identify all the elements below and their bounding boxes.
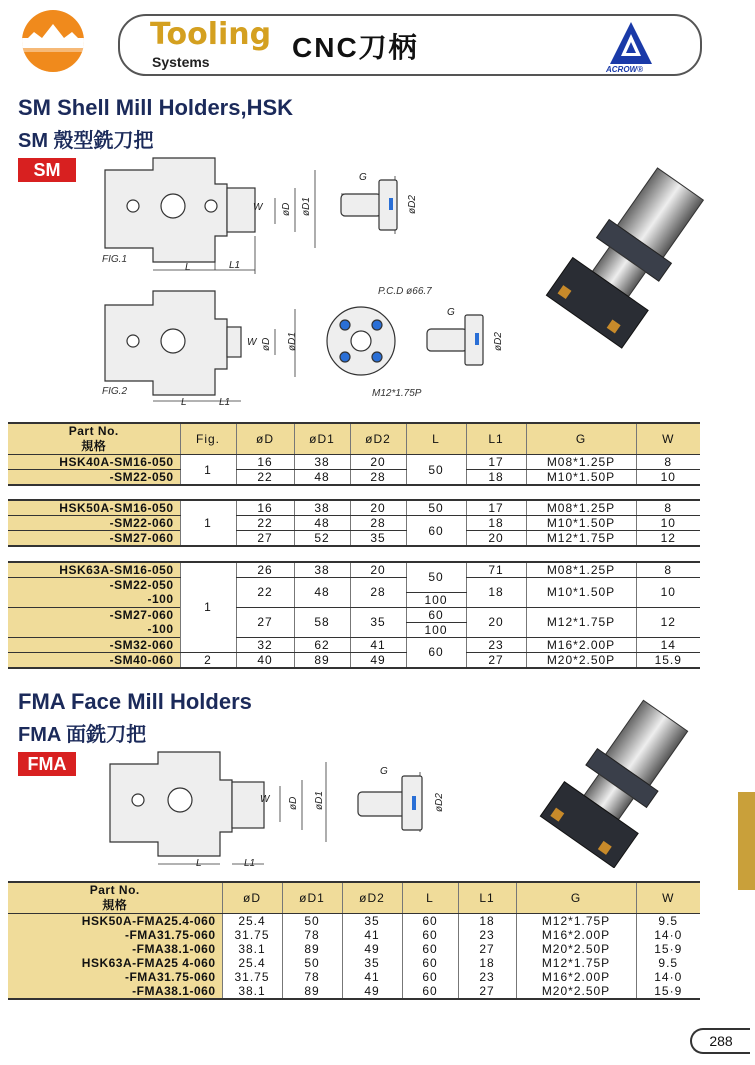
- cell: M12*1.75P: [516, 956, 636, 970]
- cell: 41: [342, 928, 402, 942]
- cell: 31.75: [222, 928, 282, 942]
- cell: 60: [402, 970, 458, 984]
- part-cell: -SM27-060: [8, 531, 180, 547]
- fig-cell: 1: [180, 500, 236, 546]
- cell: 22: [236, 578, 294, 608]
- cell: 31.75: [222, 970, 282, 984]
- dim-d-fma: øD: [288, 796, 299, 810]
- fig-cell: 1: [180, 562, 236, 652]
- cell: 18: [458, 914, 516, 929]
- cell: 38.1: [222, 942, 282, 956]
- cell: 18: [466, 470, 526, 486]
- sm-table-group3: [8, 561, 700, 669]
- cell: 50: [282, 914, 342, 929]
- table-row: [8, 578, 700, 593]
- table-row: [8, 562, 700, 578]
- fma-title-cn: FMA 面銑刀把: [18, 724, 147, 746]
- table-row: [8, 652, 700, 668]
- cell: 49: [350, 652, 406, 668]
- cell: 18: [466, 578, 526, 608]
- fma-holder-photo: [508, 698, 708, 868]
- table-row: [8, 984, 700, 999]
- cell: 16: [236, 455, 294, 470]
- cell: 20: [466, 607, 526, 637]
- th-l: L: [406, 423, 466, 455]
- cell: 27: [466, 652, 526, 668]
- acrow-logo-icon: [608, 20, 654, 70]
- part-cell: -SM22-050: [8, 470, 180, 486]
- cell: 23: [458, 928, 516, 942]
- dim-g-fig2: G: [447, 307, 455, 318]
- cell: 71: [466, 562, 526, 578]
- fma-th-w: W: [636, 882, 700, 914]
- cell: 12: [636, 607, 700, 637]
- th-l1: L1: [466, 423, 526, 455]
- cell: M10*1.50P: [526, 516, 636, 531]
- l-cell: 60: [406, 637, 466, 668]
- cell: M16*2.00P: [526, 637, 636, 652]
- cell: 52: [294, 531, 350, 547]
- cell: 14·0: [636, 970, 700, 984]
- m12-label: M12*1.75P: [372, 388, 422, 399]
- cell: 35: [342, 914, 402, 929]
- table-row: [8, 956, 700, 970]
- fma-th-l: L: [402, 882, 458, 914]
- dim-l1-fig1: L1: [229, 260, 241, 271]
- cell: 27: [458, 984, 516, 999]
- cell: 60: [402, 956, 458, 970]
- dim-l-fma: L: [196, 858, 202, 869]
- cell: 38: [294, 500, 350, 516]
- brand-subtitle: Systems: [152, 54, 210, 70]
- cell: 14: [636, 637, 700, 652]
- fma-th-d: øD: [222, 882, 282, 914]
- cell: 89: [294, 652, 350, 668]
- page-number: 288: [690, 1028, 750, 1054]
- part-cell: -SM40-060: [8, 652, 180, 668]
- cell: 22: [236, 516, 294, 531]
- cell: 27: [236, 607, 294, 637]
- sm-fig1-drawing: [95, 150, 445, 280]
- brand-logo-icon: [22, 10, 84, 72]
- cell: 23: [458, 970, 516, 984]
- table-row: [8, 516, 700, 531]
- part-cell: HSK50A-SM16-050: [8, 500, 180, 516]
- cell: 10: [636, 578, 700, 608]
- cell: 28: [350, 470, 406, 486]
- dim-d1-fig2: øD1: [287, 332, 298, 351]
- cell: 78: [282, 928, 342, 942]
- cell: 78: [282, 970, 342, 984]
- cell: 17: [466, 455, 526, 470]
- sm-title-en: SM Shell Mill Holders,HSK: [18, 95, 294, 120]
- cell: 20: [350, 562, 406, 578]
- cell: 40: [236, 652, 294, 668]
- cell: 17: [466, 500, 526, 516]
- cell: M08*1.25P: [526, 562, 636, 578]
- fma-th-part: [8, 882, 222, 914]
- cell: M10*1.50P: [526, 578, 636, 608]
- cell: 16: [236, 500, 294, 516]
- part-cell: -SM22-050: [8, 578, 180, 593]
- cell: 15·9: [636, 984, 700, 999]
- sm-title-cn: SM 殼型銑刀把: [18, 130, 154, 152]
- part-cell: -FMA31.75-060: [8, 928, 222, 942]
- dim-w-fig1: W: [253, 202, 263, 213]
- cell: M10*1.50P: [526, 470, 636, 486]
- cell: M16*2.00P: [516, 928, 636, 942]
- brand-title: Tooling: [150, 17, 272, 52]
- cell: 38: [294, 455, 350, 470]
- cell: 35: [350, 607, 406, 637]
- part-cell: -FMA38.1-060: [8, 942, 222, 956]
- acrow-logo-text: ACROW®: [606, 65, 643, 74]
- fma-th-part-en: Part No.: [89, 883, 140, 897]
- dim-d2-fig1: øD2: [407, 195, 418, 214]
- cell: M12*1.75P: [526, 607, 636, 637]
- l-cell: 100: [406, 592, 466, 607]
- cell: 12: [636, 531, 700, 547]
- table-row: [8, 607, 700, 622]
- cell: 35: [342, 956, 402, 970]
- cell: 60: [402, 928, 458, 942]
- th-g: G: [526, 423, 636, 455]
- cell: M12*1.75P: [516, 914, 636, 929]
- cell: 38: [294, 562, 350, 578]
- cell: 48: [294, 578, 350, 608]
- cell: 60: [402, 984, 458, 999]
- th-d1: øD1: [294, 423, 350, 455]
- dim-d-fig2: øD: [261, 337, 272, 351]
- l-cell: 50: [406, 562, 466, 592]
- l-cell: 60: [406, 607, 466, 622]
- side-tab: [738, 792, 755, 890]
- cell: 9.5: [636, 914, 700, 929]
- fma-th-g: G: [516, 882, 636, 914]
- cell: 26: [236, 562, 294, 578]
- sm-table: [8, 422, 700, 486]
- part-cell: -FMA31.75-060: [8, 970, 222, 984]
- table-row: [8, 455, 700, 470]
- dim-d1-fig1: øD1: [301, 197, 312, 216]
- part-cell: HSK63A-SM16-050: [8, 562, 180, 578]
- cell: 27: [236, 531, 294, 547]
- fma-table-body: [8, 914, 700, 1000]
- part-cell: -100: [8, 592, 180, 607]
- part-cell: -SM22-060: [8, 516, 180, 531]
- part-cell: HSK40A-SM16-050: [8, 455, 180, 470]
- fma-th-d1: øD1: [282, 882, 342, 914]
- dim-d2-fma: øD2: [434, 793, 445, 812]
- sm-holder-photo: [518, 165, 718, 355]
- cell: 48: [294, 470, 350, 486]
- cell: 10: [636, 516, 700, 531]
- cell: 18: [458, 956, 516, 970]
- cell: 15·9: [636, 942, 700, 956]
- cell: 8: [636, 455, 700, 470]
- fma-th-part-cn: 規格: [102, 898, 128, 912]
- fma-th-d2: øD2: [342, 882, 402, 914]
- cell: 23: [466, 637, 526, 652]
- cell: 20: [350, 455, 406, 470]
- cnc-title: CNC刀柄: [292, 32, 419, 63]
- th-part-cn: 規格: [81, 439, 107, 453]
- dim-w-fma: W: [260, 794, 270, 805]
- part-cell: -100: [8, 622, 180, 637]
- table-row: [8, 970, 700, 984]
- dim-d2-fig2: øD2: [493, 332, 504, 351]
- th-d2: øD2: [350, 423, 406, 455]
- cell: 14·0: [636, 928, 700, 942]
- sm-fig2-drawing: [95, 283, 525, 408]
- cell: 20: [466, 531, 526, 547]
- cell: 25.4: [222, 914, 282, 929]
- dim-d-fig1: øD: [281, 202, 292, 216]
- pcd-label: P.C.D ø66.7: [378, 286, 432, 297]
- cell: 15.9: [636, 652, 700, 668]
- part-cell: -SM32-060: [8, 637, 180, 652]
- cell: 22: [236, 470, 294, 486]
- cell: M08*1.25P: [526, 455, 636, 470]
- cell: 49: [342, 942, 402, 956]
- cell: 48: [294, 516, 350, 531]
- cell: 27: [458, 942, 516, 956]
- cell: 32: [236, 637, 294, 652]
- sm-table-group2: [8, 499, 700, 547]
- cell: 8: [636, 500, 700, 516]
- dim-l-fig1: L: [185, 262, 191, 273]
- th-fig: Fig.: [180, 423, 236, 455]
- fma-th-l1: L1: [458, 882, 516, 914]
- dim-w-fig2: W: [247, 337, 257, 348]
- cell: 18: [466, 516, 526, 531]
- fig1-label: FIG.1: [102, 254, 128, 265]
- cell: 41: [342, 970, 402, 984]
- fig-cell: 2: [180, 652, 236, 668]
- table-row: [8, 531, 700, 547]
- part-cell: HSK63A-FMA25 4-060: [8, 956, 222, 970]
- cell: M08*1.25P: [526, 500, 636, 516]
- dim-d1-fma: øD1: [314, 791, 325, 810]
- dim-l1-fma: L1: [244, 858, 256, 869]
- sm-badge: SM: [18, 158, 76, 182]
- fma-table: [8, 881, 700, 1000]
- cell: 50: [282, 956, 342, 970]
- fma-badge: FMA: [18, 752, 76, 776]
- th-d: øD: [236, 423, 294, 455]
- fma-title-en: FMA Face Mill Holders: [18, 689, 252, 714]
- fig-cell: 1: [180, 455, 236, 486]
- l-cell: 100: [406, 622, 466, 637]
- dim-g-fig1: G: [359, 172, 367, 183]
- dim-l-fig2: L: [181, 397, 187, 408]
- dim-l1-fig2: L1: [219, 397, 231, 408]
- cell: 10: [636, 470, 700, 486]
- cell: M20*2.50P: [516, 942, 636, 956]
- cell: 25.4: [222, 956, 282, 970]
- cell: 9.5: [636, 956, 700, 970]
- cell: 28: [350, 516, 406, 531]
- cell: 35: [350, 531, 406, 547]
- part-cell: -SM27-060: [8, 607, 180, 622]
- cell: M12*1.75P: [526, 531, 636, 547]
- cell: 41: [350, 637, 406, 652]
- cell: 60: [402, 914, 458, 929]
- l-cell: 50: [406, 500, 466, 516]
- cell: 89: [282, 984, 342, 999]
- th-part-en: Part No.: [68, 424, 119, 438]
- cell: 38.1: [222, 984, 282, 999]
- l-cell: 50: [406, 455, 466, 486]
- table-row: [8, 500, 700, 516]
- cell: M16*2.00P: [516, 970, 636, 984]
- table-row: [8, 914, 700, 929]
- table-row: [8, 470, 700, 486]
- cell: 62: [294, 637, 350, 652]
- part-cell: HSK50A-FMA25.4-060: [8, 914, 222, 929]
- th-w: W: [636, 423, 700, 455]
- cell: M20*2.50P: [516, 984, 636, 999]
- cell: 60: [402, 942, 458, 956]
- cell: 28: [350, 578, 406, 608]
- table-row: [8, 928, 700, 942]
- cell: 58: [294, 607, 350, 637]
- cell: M20*2.50P: [526, 652, 636, 668]
- th-part: [8, 423, 180, 455]
- cell: 8: [636, 562, 700, 578]
- cell: 49: [342, 984, 402, 999]
- dim-g-fma: G: [380, 766, 388, 777]
- fma-drawing: [100, 748, 450, 870]
- l-cell: 60: [406, 516, 466, 547]
- fig2-label: FIG.2: [102, 386, 128, 397]
- table-row: [8, 637, 700, 652]
- table-row: [8, 942, 700, 956]
- cell: 89: [282, 942, 342, 956]
- part-cell: -FMA38.1-060: [8, 984, 222, 999]
- cell: 20: [350, 500, 406, 516]
